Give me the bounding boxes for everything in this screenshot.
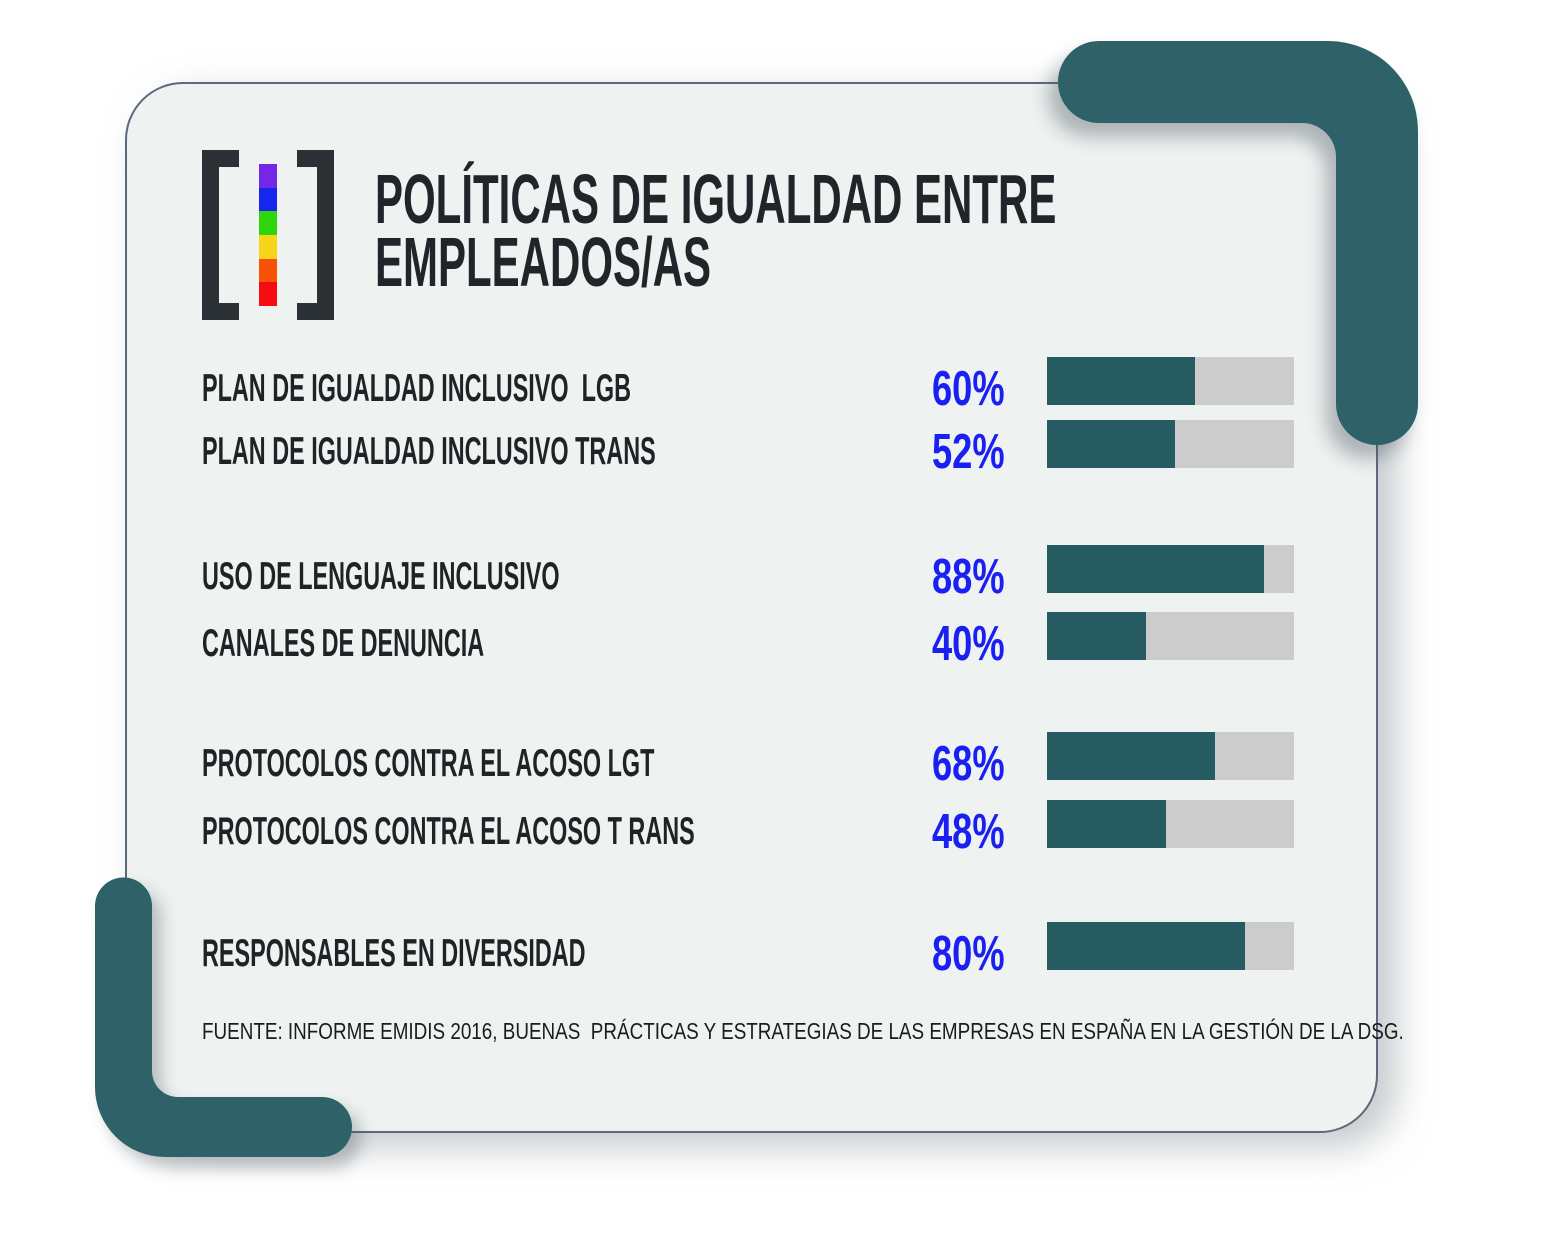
corner-accent-bottom-left (70, 855, 390, 1195)
value-label: 40% (932, 617, 1005, 671)
rainbow-stripe-icon (259, 164, 277, 306)
value-label: 68% (932, 737, 1005, 791)
bar-fill (1047, 545, 1264, 593)
bar-track (1047, 545, 1294, 593)
category-label: PROTOCOLOS CONTRA EL ACOSO T RANS (202, 810, 695, 853)
right-bracket-icon (297, 150, 334, 320)
bar-track (1047, 612, 1294, 660)
chart-row (127, 545, 1376, 604)
value-label: 52% (932, 425, 1005, 479)
bar-fill (1047, 922, 1245, 970)
title-line-1: POLÍTICAS DE IGUALDAD ENTRE (375, 160, 1057, 238)
chart-row (127, 800, 1376, 859)
bar-fill (1047, 612, 1146, 660)
value-label: 48% (932, 805, 1005, 859)
rainbow-stripe-orange (259, 259, 277, 283)
corner-accent-top-right (1040, 20, 1450, 490)
category-label: RESPONSABLES EN DIVERSIDAD (202, 932, 586, 975)
value-label: 80% (932, 927, 1005, 981)
bar-fill (1047, 732, 1215, 780)
category-label: CANALES DE DENUNCIA (202, 622, 485, 665)
page-title (375, 160, 1057, 301)
corner-accent-top-right-shape (1058, 41, 1418, 445)
category-label: USO DE LENGUAJE INCLUSIVO (202, 555, 560, 598)
chart-row (127, 612, 1376, 671)
rainbow-stripe-red (259, 282, 277, 306)
rainbow-stripe-green (259, 211, 277, 235)
corner-accent-bottom-left-shape (95, 878, 352, 1158)
title-line-2: EMPLEADOS/AS (375, 223, 712, 301)
source-note: FUENTE: INFORME EMIDIS 2016, BUENAS PRÁCTICAS Y ESTRATEGIAS DE LAS EMPRESAS EN ESPAÑA EN LA GESTIÓN DE LA DSG. (202, 1018, 1404, 1044)
bar-track (1047, 800, 1294, 848)
bar-fill (1047, 800, 1166, 848)
rainbow-stripe-yellow (259, 235, 277, 259)
left-bracket-icon (202, 150, 239, 320)
bar-track (1047, 732, 1294, 780)
category-label: PLAN DE IGUALDAD INCLUSIVO TRANS (202, 430, 656, 473)
category-label: PLAN DE IGUALDAD INCLUSIVO LGB (202, 367, 632, 410)
bar-track (1047, 922, 1294, 970)
value-label: 60% (932, 362, 1005, 416)
rainbow-stripe-blue (259, 188, 277, 212)
rainbow-stripe-purple (259, 164, 277, 188)
chart-row (127, 732, 1376, 791)
category-label: PROTOCOLOS CONTRA EL ACOSO LGT (202, 742, 655, 785)
value-label: 88% (932, 550, 1005, 604)
